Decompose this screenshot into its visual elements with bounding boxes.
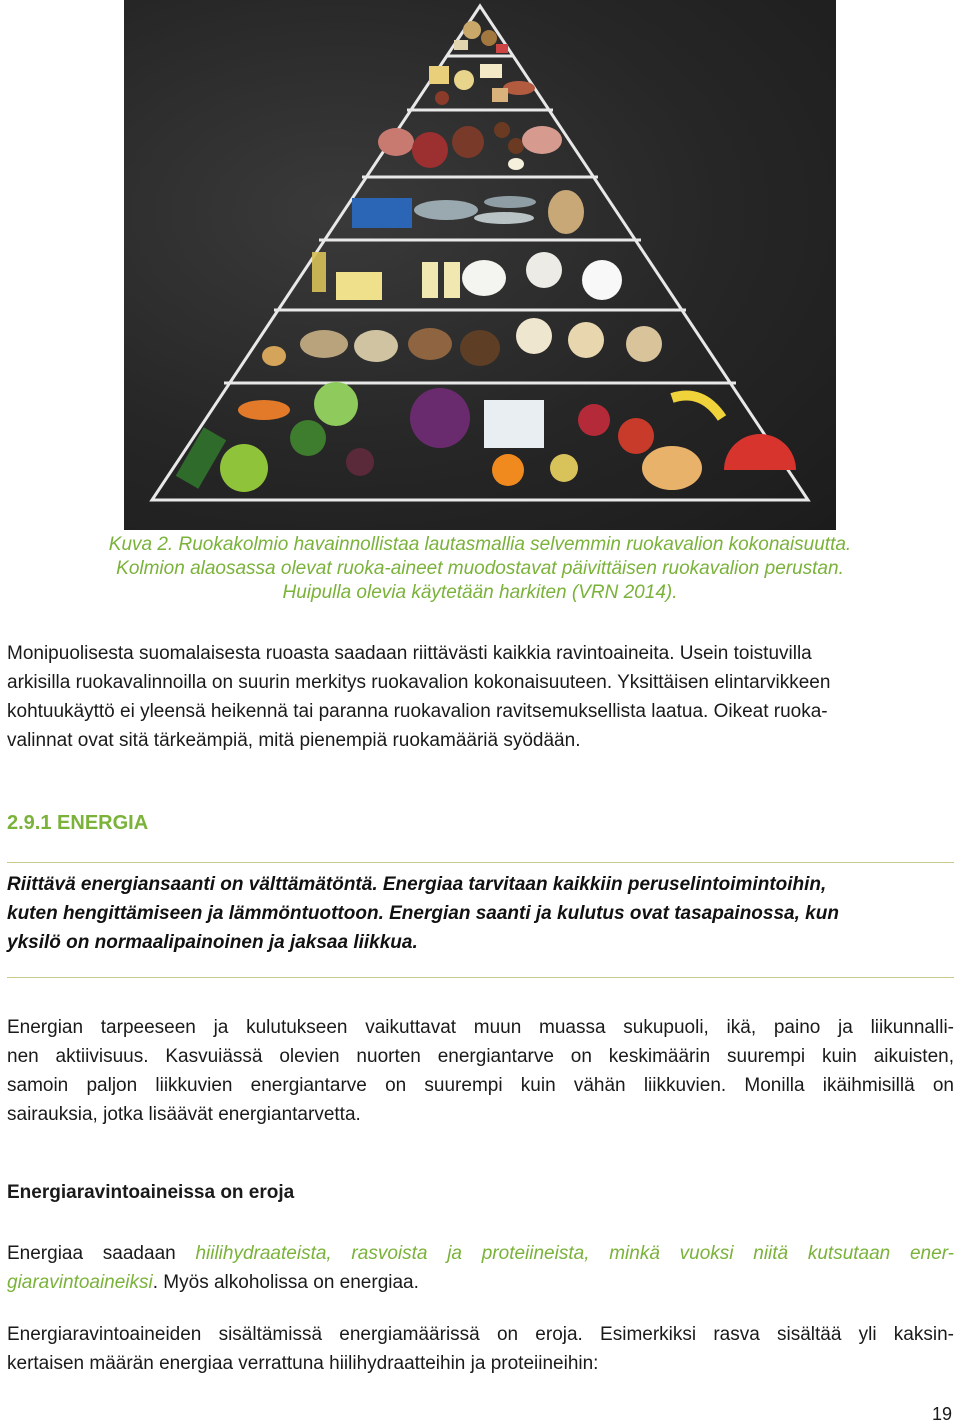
meat-layer [378, 122, 562, 170]
caption-line: Kolmion alaosassa olevat ruoka-aineet muodostavat päivittäisen ruokavalion perustan. [116, 558, 844, 579]
difference-paragraph [7, 1320, 954, 1378]
highlight-box [7, 870, 954, 957]
fish-layer [352, 190, 584, 234]
text-line [7, 1268, 954, 1297]
text-line: kohtuukäyttö ei yleensä heikennä tai paranna ruokavalion ravitsemuksellista laatua. Oikeat ruoka- [7, 701, 828, 722]
nutrients-paragraph [7, 1239, 954, 1297]
caption-line: Huipulla olevia käytetään harkiten (VRN 2014). [282, 582, 678, 603]
page-number: 19 [931, 1404, 952, 1424]
text-line: sairauksia, jotka lisäävät energiantarvetta. [7, 1104, 361, 1125]
produce-layer [176, 382, 796, 492]
energy-paragraph [7, 1013, 954, 1129]
text-segment: Energiaa saadaan [7, 1243, 196, 1264]
food-pyramid-photo [124, 0, 836, 530]
figure-caption [0, 533, 960, 605]
grain-layer [262, 318, 662, 366]
divider-bottom [7, 977, 954, 978]
dairy-layer [312, 252, 622, 300]
divider-top [7, 862, 954, 863]
highlight-line: kuten hengittämiseen ja lämmöntuottoon. Energian saanti ja kulutus ovat tasapainossa, kun [7, 903, 839, 924]
pyramid-outline [152, 6, 808, 500]
highlighted-term: hiilihydraateista, rasvoista ja proteiineista, minkä vuoksi niitä kutsutaan ener- [195, 1243, 954, 1264]
subheading: Energiaravintoaineissa on eroja [7, 1182, 295, 1203]
text-line: kertaisen määrän energiaa verrattuna hiilihydraatteihin ja proteiineihin: [7, 1353, 599, 1374]
cheese-layer [429, 64, 535, 105]
text-line: valinnat ovat sitä tärkeämpiä, mitä pienempiä ruokamääriä syödään. [7, 730, 581, 751]
text-line: Monipuolisesta suomalaisesta ruoasta saadaan riittävästi kaikkia ravintoaineita. Usein toistuvilla [7, 643, 812, 664]
highlight-line: Riittävä energiansaanti on välttämätöntä. Energiaa tarvitaan kaikkiin peruselintoimintoihin, [7, 874, 827, 895]
highlighted-term: giaravintoaineiksi [7, 1272, 153, 1293]
food-pyramid-illustration [124, 0, 836, 530]
caption-line: Kuva 2. Ruokakolmio havainnollistaa lautasmallia selvemmin ruokavalion kokonaisuutta. [108, 534, 852, 555]
text-line: Energian tarpeeseen ja kulutukseen vaikuttavat muun muassa sukupuoli, ikä, paino ja liikunnalli- [7, 1017, 954, 1038]
text-line: Energiaravintoaineiden sisältämissä energiamäärissä on eroja. Esimerkiksi rasva sisältää yli kaksin- [7, 1324, 954, 1345]
highlight-line: yksilö on normaalipainoinen ja jaksaa liikkua. [7, 932, 418, 953]
text-line: nen aktiivisuus. Kasvuiässä olevien nuorten energiantarve on keskimäärin suurempi kuin aikuisten, [7, 1046, 954, 1067]
intro-paragraph [7, 639, 954, 755]
section-heading: 2.9.1 ENERGIA [7, 812, 149, 834]
text-line [7, 1239, 954, 1268]
text-segment: . Myös alkoholissa on energiaa. [152, 1272, 419, 1293]
text-line: samoin paljon liikkuvien energiantarve on suurempi kuin vähän liikkuvien. Monilla ikäihmisillä on [7, 1075, 954, 1096]
text-line: arkisilla ruokavalinnoilla on suurin merkitys ruokavalion kokonaisuuteen. Yksittäisen elintarvikkeen [7, 672, 831, 693]
